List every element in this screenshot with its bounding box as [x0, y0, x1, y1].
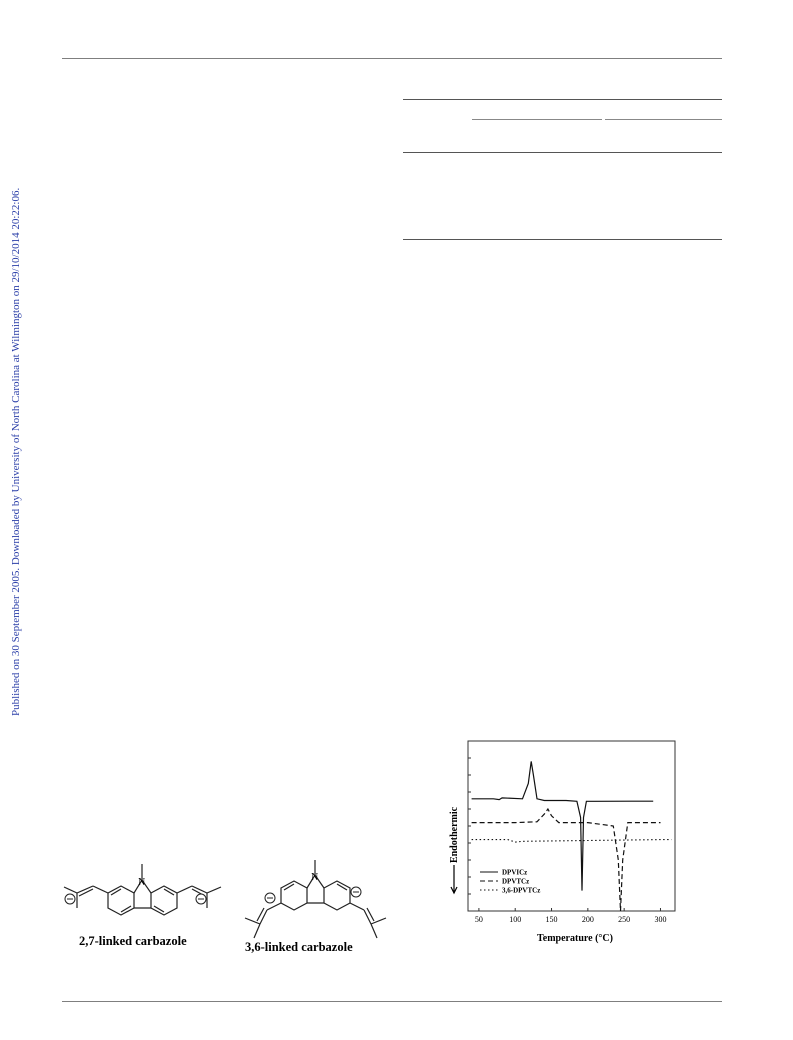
- x-tick-label: 250: [618, 915, 631, 924]
- table-header-rule: [403, 152, 722, 153]
- x-axis-ticks: [475, 908, 667, 924]
- left-carbazole-structure: [64, 864, 221, 915]
- scheme-right-label: 3,6-linked carbazole: [245, 940, 353, 954]
- y-axis-arrow: [451, 865, 457, 893]
- x-tick-label: 200: [581, 915, 594, 924]
- y-axis-label: Endothermic: [449, 806, 460, 864]
- header-rule: [62, 58, 722, 59]
- x-tick-label: 100: [509, 915, 522, 924]
- x-axis-label: Temperature (°C): [537, 933, 613, 944]
- table-group-rule-right: [605, 119, 722, 120]
- table-top-rule: [403, 99, 722, 100]
- x-tick-label: 300: [654, 915, 667, 924]
- legend-entry: 3,6-DPVTCz: [502, 886, 541, 895]
- series-line-0: [472, 761, 654, 890]
- publication-note: Published on 30 September 2005. Downloaded by University of North Carolina at Wilmington on 29/10/2014 20:22:06.: [10, 187, 22, 716]
- footer-rule: [62, 1001, 722, 1002]
- series-line-1: [472, 809, 661, 911]
- series-line-2: [472, 840, 672, 843]
- x-tick-label: 150: [545, 915, 558, 924]
- table-group-rule-left: [472, 119, 602, 120]
- x-tick-label: 50: [474, 915, 483, 924]
- table-bottom-rule: [403, 239, 722, 240]
- dsc-chart: [440, 735, 680, 950]
- scheme-left-label: 2,7-linked carbazole: [79, 934, 187, 948]
- right-nitrogen-label: N: [311, 872, 319, 883]
- legend-entry: DPVTCz: [502, 877, 530, 886]
- plot-frame: [468, 741, 675, 911]
- legend-entry: DPVICz: [502, 868, 528, 877]
- legend: [480, 869, 540, 895]
- left-nitrogen-label: N: [138, 877, 146, 888]
